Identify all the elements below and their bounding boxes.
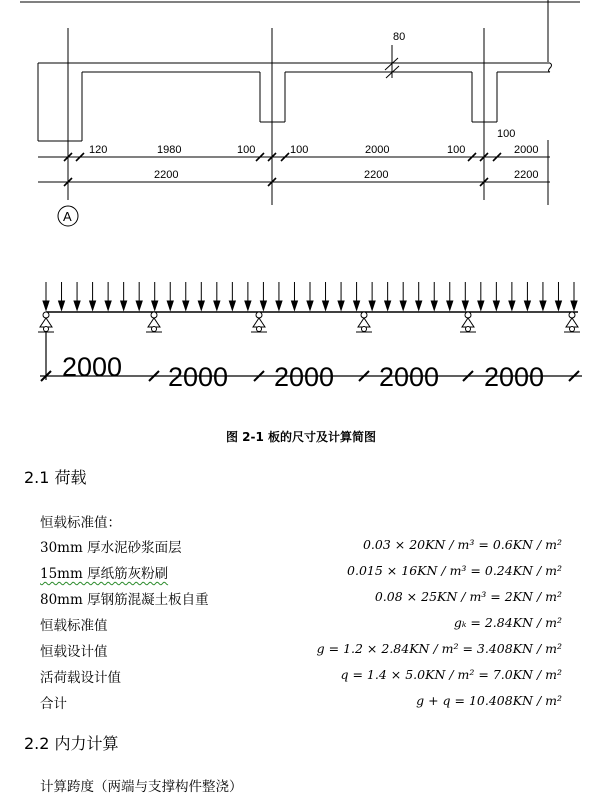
supports bbox=[38, 312, 580, 332]
dead-load-subheading: 恒载标准值： bbox=[40, 515, 121, 531]
row-label-7: 合计 bbox=[40, 696, 67, 712]
row-formula-1: 0.03 × 20KN / m³ = 0.6KN / m² bbox=[362, 537, 562, 552]
span-2: 2000 bbox=[168, 362, 229, 392]
dim-2200a: 2200 bbox=[154, 169, 179, 181]
load-arrow-head bbox=[354, 301, 360, 310]
row-formula-5: g = 1.2 × 2.84KN / m² = 3.408KN / m² bbox=[316, 641, 562, 656]
load-arrow-head bbox=[276, 301, 282, 310]
support-2 bbox=[146, 312, 162, 332]
load-arrow-head bbox=[478, 301, 484, 310]
support-4 bbox=[356, 312, 372, 332]
row-formula-7: g + q = 10.408KN / m² bbox=[416, 693, 562, 708]
load-arrow-head bbox=[59, 301, 65, 310]
load-arrow-head bbox=[214, 301, 220, 310]
load-arrow-head bbox=[43, 301, 49, 310]
span-calc-subheading: 计算跨度（两端与支撑构件整浇） bbox=[40, 779, 243, 795]
support-5 bbox=[460, 312, 476, 332]
load-arrow-head bbox=[183, 301, 189, 310]
section-heading-load: 2.1 荷载 bbox=[24, 468, 87, 487]
dim-2000b: 2000 bbox=[514, 144, 539, 156]
support-1 bbox=[38, 312, 54, 332]
slab-section-drawing bbox=[0, 0, 602, 240]
load-arrow-head bbox=[90, 301, 96, 310]
load-arrow-head bbox=[136, 301, 142, 310]
section-heading-force: 2.2 内力计算 bbox=[24, 734, 119, 753]
figure-caption: 图 2-1 板的尺寸及计算简图 bbox=[225, 430, 377, 444]
calc-diagram bbox=[0, 270, 602, 400]
load-arrow-head bbox=[555, 301, 561, 310]
load-arrow-head bbox=[245, 301, 251, 310]
load-arrow-head bbox=[167, 301, 173, 310]
dim-100b: 100 bbox=[290, 144, 309, 156]
row-label-3: 80mm 厚钢筋混凝土板自重 bbox=[40, 592, 209, 608]
row-label-5: 恒载设计值 bbox=[40, 644, 108, 660]
load-arrow-head bbox=[540, 301, 546, 310]
span-3: 2000 bbox=[274, 362, 335, 392]
load-arrow-head bbox=[493, 301, 499, 310]
row-formula-2: 0.015 × 16KN / m³ = 0.24KN / m² bbox=[347, 563, 562, 578]
dim-2000a: 2000 bbox=[365, 144, 390, 156]
load-arrow-head bbox=[105, 301, 111, 310]
dim-100d: 100 bbox=[497, 128, 516, 140]
load-arrow-head bbox=[571, 301, 577, 310]
span-5: 2000 bbox=[484, 362, 545, 392]
load-arrow-head bbox=[307, 301, 313, 310]
row-label-2 bbox=[40, 562, 168, 582]
load-arrow-head bbox=[121, 301, 127, 310]
span-4: 2000 bbox=[379, 362, 440, 392]
load-arrow-head bbox=[462, 301, 468, 310]
load-arrow-head bbox=[416, 301, 422, 310]
row-label-6: 活荷载设计值 bbox=[40, 670, 121, 686]
load-arrow-head bbox=[447, 301, 453, 310]
axis-label: A bbox=[63, 209, 72, 224]
load-arrow-head bbox=[369, 301, 375, 310]
load-arrows bbox=[43, 282, 577, 310]
load-arrow-head bbox=[385, 301, 391, 310]
dim-2200c: 2200 bbox=[514, 169, 539, 181]
load-arrow-head bbox=[229, 301, 235, 310]
load-arrow-head bbox=[323, 301, 329, 310]
row-formula-6: q = 1.4 × 5.0KN / m² = 7.0KN / m² bbox=[340, 667, 562, 682]
row-label-2-text: 15mm 厚纸筋灰粉刷 bbox=[40, 566, 169, 582]
load-arrow-head bbox=[198, 301, 204, 310]
load-arrow-head bbox=[260, 301, 266, 310]
load-arrow-head bbox=[400, 301, 406, 310]
load-arrow-head bbox=[338, 301, 344, 310]
row-formula-3: 0.08 × 25KN / m³ = 2KN / m² bbox=[374, 589, 562, 604]
dim-1980: 1980 bbox=[157, 144, 182, 156]
rebar-thickness-label: 80 bbox=[393, 31, 406, 43]
dim-100c: 100 bbox=[447, 144, 466, 156]
load-arrow-head bbox=[74, 301, 80, 310]
span-1: 2000 bbox=[62, 352, 123, 382]
support-6 bbox=[564, 312, 580, 332]
row-label-1: 30mm 厚水泥砂浆面层 bbox=[40, 540, 182, 556]
load-arrow-head bbox=[152, 301, 158, 310]
support-3 bbox=[251, 312, 267, 332]
load-arrow-head bbox=[524, 301, 530, 310]
row-formula-4: gₖ = 2.84KN / m² bbox=[453, 615, 562, 630]
load-arrow-head bbox=[291, 301, 297, 310]
row-label-4: 恒载标准值 bbox=[40, 618, 108, 634]
dim-100a: 100 bbox=[237, 144, 256, 156]
dim-2200b: 2200 bbox=[364, 169, 389, 181]
dim-120: 120 bbox=[89, 144, 108, 156]
load-arrow-head bbox=[431, 301, 437, 310]
load-arrow-head bbox=[509, 301, 515, 310]
